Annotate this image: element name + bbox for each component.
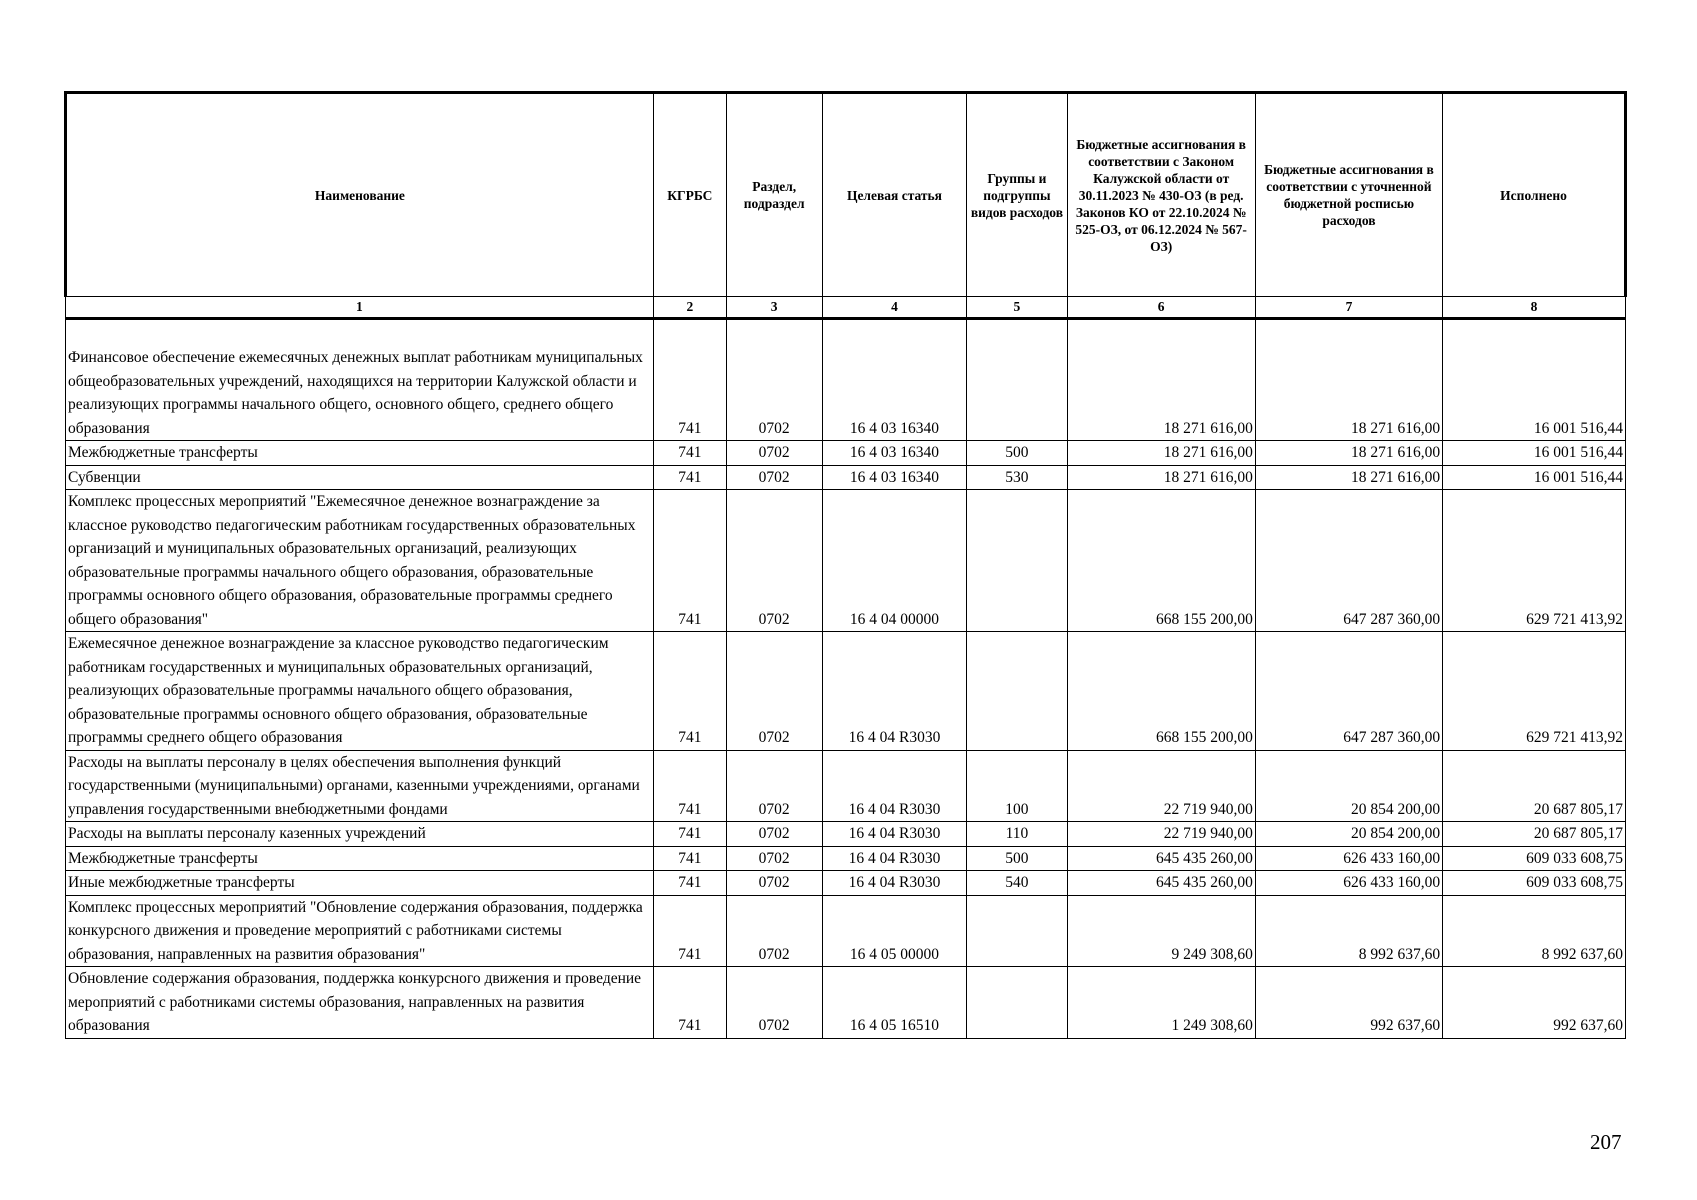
expense-group-cell: 100 — [967, 750, 1067, 822]
target-article-cell: 16 4 05 00000 — [822, 895, 967, 967]
row-name-cell: Ежемесячное денежное вознаграждение за классное руководство педагогическим работникам государственных и муниципальных образовательных организаций, реализующих образовательные программы начального общего образования, образовательные программы основного общего образования, образовательные программы среднего общего образования — [66, 632, 654, 751]
column-number: 8 — [1443, 297, 1626, 319]
law-allocation-cell: 18 271 616,00 — [1067, 441, 1255, 466]
row-name-cell: Межбюджетные трансферты — [66, 846, 654, 871]
executed-cell: 20 687 805,17 — [1443, 750, 1626, 822]
expense-group-cell: 540 — [967, 871, 1067, 896]
expense-group-cell — [967, 967, 1067, 1039]
executed-cell: 20 687 805,17 — [1443, 822, 1626, 847]
executed-cell: 992 637,60 — [1443, 967, 1626, 1039]
refined-allocation-cell: 18 271 616,00 — [1255, 465, 1442, 490]
kgrbs-cell: 741 — [653, 967, 726, 1039]
expense-group-cell — [967, 895, 1067, 967]
refined-allocation-cell: 992 637,60 — [1255, 967, 1442, 1039]
expense-group-cell: 500 — [967, 441, 1067, 466]
section-cell: 0702 — [726, 465, 822, 490]
table-row — [66, 967, 1626, 1039]
table-row — [66, 846, 1626, 871]
target-article-cell: 16 4 04 R3030 — [822, 632, 967, 751]
row-name-cell: Иные межбюджетные трансферты — [66, 871, 654, 896]
header-executed: Исполнено — [1443, 93, 1626, 297]
table-row — [66, 490, 1626, 632]
law-allocation-cell: 9 249 308,60 — [1067, 895, 1255, 967]
header-row — [66, 93, 1626, 297]
law-allocation-cell: 668 155 200,00 — [1067, 490, 1255, 632]
executed-cell: 16 001 516,44 — [1443, 465, 1626, 490]
section-cell: 0702 — [726, 846, 822, 871]
column-number: 4 — [822, 297, 967, 319]
refined-allocation-cell: 626 433 160,00 — [1255, 871, 1442, 896]
law-allocation-cell: 18 271 616,00 — [1067, 465, 1255, 490]
table-row — [66, 465, 1626, 490]
table-row — [66, 632, 1626, 751]
executed-cell: 16 001 516,44 — [1443, 441, 1626, 466]
refined-allocation-cell: 626 433 160,00 — [1255, 846, 1442, 871]
table-row — [66, 871, 1626, 896]
executed-cell: 16 001 516,44 — [1443, 319, 1626, 441]
law-allocation-cell: 22 719 940,00 — [1067, 750, 1255, 822]
table-row — [66, 750, 1626, 822]
executed-cell: 609 033 608,75 — [1443, 871, 1626, 896]
law-allocation-cell: 22 719 940,00 — [1067, 822, 1255, 847]
table-row — [66, 895, 1626, 967]
executed-cell: 629 721 413,92 — [1443, 632, 1626, 751]
header-group: Группы и подгруппы видов расходов — [967, 93, 1067, 297]
column-number: 3 — [726, 297, 822, 319]
section-cell: 0702 — [726, 632, 822, 751]
expense-group-cell: 500 — [967, 846, 1067, 871]
expense-group-cell: 110 — [967, 822, 1067, 847]
refined-allocation-cell: 8 992 637,60 — [1255, 895, 1442, 967]
executed-cell: 8 992 637,60 — [1443, 895, 1626, 967]
expense-group-cell — [967, 632, 1067, 751]
expense-group-cell: 530 — [967, 465, 1067, 490]
target-article-cell: 16 4 03 16340 — [822, 441, 967, 466]
row-name-cell: Межбюджетные трансферты — [66, 441, 654, 466]
target-article-cell: 16 4 03 16340 — [822, 319, 967, 441]
page-number: 207 — [1590, 1130, 1622, 1154]
section-cell: 0702 — [726, 750, 822, 822]
section-cell: 0702 — [726, 490, 822, 632]
table-row — [66, 822, 1626, 847]
refined-allocation-cell: 18 271 616,00 — [1255, 441, 1442, 466]
target-article-cell: 16 4 04 R3030 — [822, 846, 967, 871]
executed-cell: 609 033 608,75 — [1443, 846, 1626, 871]
column-number: 7 — [1255, 297, 1442, 319]
column-number: 1 — [66, 297, 654, 319]
header-section: Раздел, подраздел — [726, 93, 822, 297]
table-row — [66, 319, 1626, 441]
column-number: 6 — [1067, 297, 1255, 319]
section-cell: 0702 — [726, 822, 822, 847]
refined-allocation-cell: 18 271 616,00 — [1255, 319, 1442, 441]
target-article-cell: 16 4 04 R3030 — [822, 750, 967, 822]
row-name-cell: Финансовое обеспечение ежемесячных денежных выплат работникам муниципальных общеобразовательных учреждений, находящихся на территории Калужской области и реализующих программы начального общего, основного общего, среднего общего образования — [66, 319, 654, 441]
row-name-cell: Комплекс процессных мероприятий "Ежемесячное денежное вознаграждение за классное руководство педагогическим работникам государственных образовательных организаций и муниципальных образовательных организаций, реализующих образовательные программы начального общего образования, образовательные программы основного общего образования, образовательные программы среднего общего образования" — [66, 490, 654, 632]
kgrbs-cell: 741 — [653, 822, 726, 847]
law-allocation-cell: 645 435 260,00 — [1067, 846, 1255, 871]
refined-allocation-cell: 20 854 200,00 — [1255, 822, 1442, 847]
refined-allocation-cell: 647 287 360,00 — [1255, 632, 1442, 751]
kgrbs-cell: 741 — [653, 441, 726, 466]
expense-group-cell — [967, 490, 1067, 632]
law-allocation-cell: 18 271 616,00 — [1067, 319, 1255, 441]
kgrbs-cell: 741 — [653, 871, 726, 896]
refined-allocation-cell: 20 854 200,00 — [1255, 750, 1442, 822]
section-cell: 0702 — [726, 441, 822, 466]
expense-group-cell — [967, 319, 1067, 441]
target-article-cell: 16 4 04 R3030 — [822, 822, 967, 847]
target-article-cell: 16 4 03 16340 — [822, 465, 967, 490]
refined-allocation-cell: 647 287 360,00 — [1255, 490, 1442, 632]
row-name-cell: Расходы на выплаты персоналу в целях обеспечения выполнения функций государственными (муниципальными) органами, казенными учреждениями, органами управления государственными внебюджетными фондами — [66, 750, 654, 822]
target-article-cell: 16 4 05 16510 — [822, 967, 967, 1039]
row-name-cell: Комплекс процессных мероприятий "Обновление содержания образования, поддержка конкурсного движения и проведение мероприятий с работниками системы образования, направленных на развития образования" — [66, 895, 654, 967]
column-number: 2 — [653, 297, 726, 319]
row-name-cell: Субвенции — [66, 465, 654, 490]
column-number-row — [66, 297, 1626, 319]
table-body — [66, 319, 1626, 1039]
header-law-allocations: Бюджетные ассигнования в соответствии с Законом Калужской области от 30.11.2023 № 430-ОЗ (в ред. Законов КО от 22.10.2024 № 525-ОЗ, от 06.12.2024 № 567-ОЗ) — [1067, 93, 1255, 297]
law-allocation-cell: 1 249 308,60 — [1067, 967, 1255, 1039]
table-row — [66, 441, 1626, 466]
target-article-cell: 16 4 04 00000 — [822, 490, 967, 632]
kgrbs-cell: 741 — [653, 632, 726, 751]
section-cell: 0702 — [726, 895, 822, 967]
section-cell: 0702 — [726, 967, 822, 1039]
row-name-cell: Расходы на выплаты персоналу казенных учреждений — [66, 822, 654, 847]
section-cell: 0702 — [726, 319, 822, 441]
kgrbs-cell: 741 — [653, 750, 726, 822]
kgrbs-cell: 741 — [653, 846, 726, 871]
law-allocation-cell: 645 435 260,00 — [1067, 871, 1255, 896]
row-name-cell: Обновление содержания образования, поддержка конкурсного движения и проведение мероприятий с работниками системы образования, направленных на развития образования — [66, 967, 654, 1039]
column-number: 5 — [967, 297, 1067, 319]
section-cell: 0702 — [726, 871, 822, 896]
law-allocation-cell: 668 155 200,00 — [1067, 632, 1255, 751]
kgrbs-cell: 741 — [653, 490, 726, 632]
target-article-cell: 16 4 04 R3030 — [822, 871, 967, 896]
executed-cell: 629 721 413,92 — [1443, 490, 1626, 632]
header-refined-allocations: Бюджетные ассигнования в соответствии с уточненной бюджетной росписью расходов — [1255, 93, 1442, 297]
header-target: Целевая статья — [822, 93, 967, 297]
header-kgrbs: КГРБС — [653, 93, 726, 297]
budget-table — [64, 91, 1627, 1039]
kgrbs-cell: 741 — [653, 895, 726, 967]
kgrbs-cell: 741 — [653, 319, 726, 441]
kgrbs-cell: 741 — [653, 465, 726, 490]
header-name: Наименование — [66, 93, 654, 297]
